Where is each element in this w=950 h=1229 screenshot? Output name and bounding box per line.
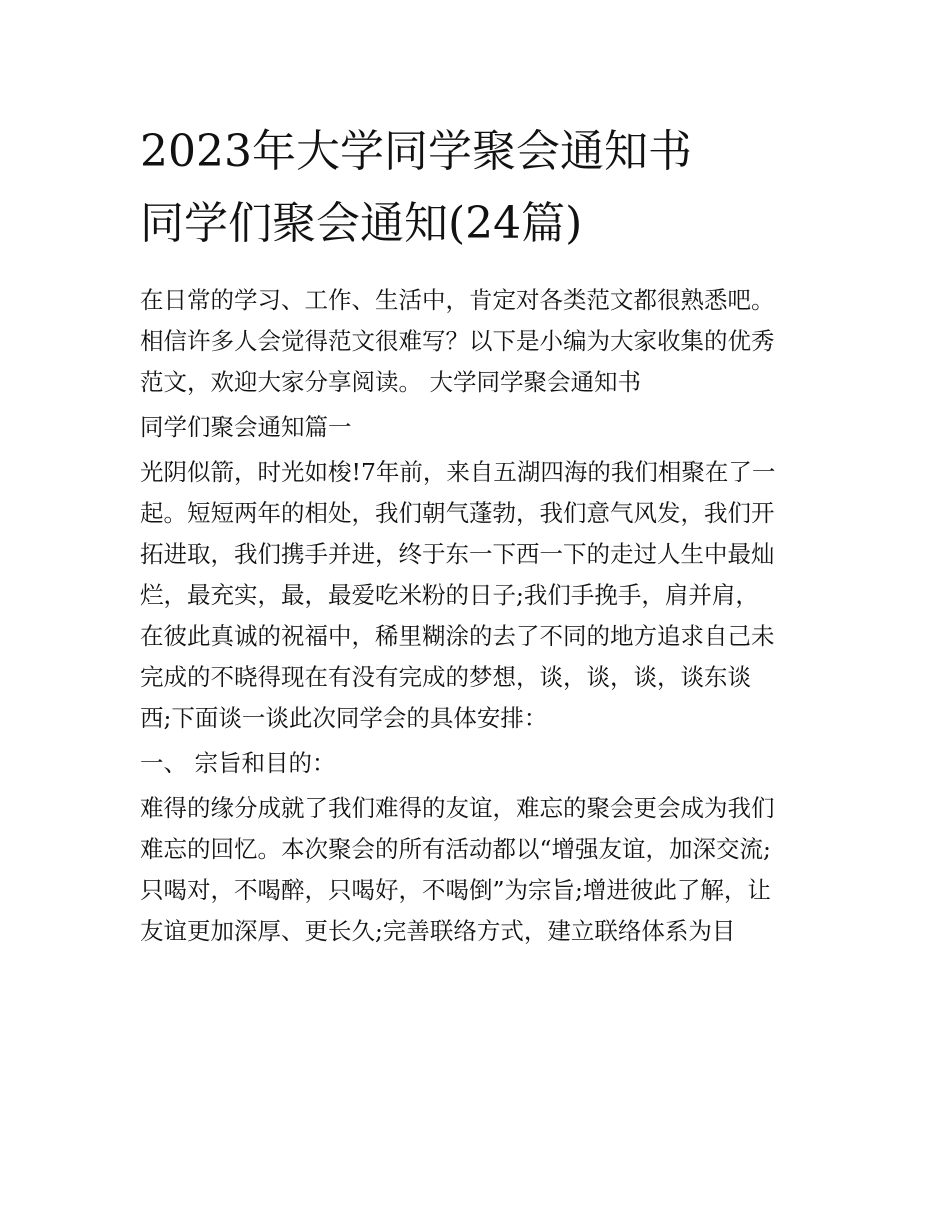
text-line: 难忘的回忆。本次聚会的所有活动都以“增强友谊，加深交流; [140, 835, 771, 863]
section-heading [140, 407, 830, 448]
text-line: 在彼此真诚的祝福中，稀里糊涂的去了不同的地方追求自己未 [140, 622, 775, 650]
text-line: 烂，最充实，最，最爱吃米粉的日子;我们手挽手，肩并肩， [140, 581, 759, 609]
title-line: 同学们聚会通知(24篇) [140, 198, 583, 249]
text-line: 范文，欢迎大家分享阅读。 大学同学聚会通知书 [140, 368, 641, 396]
text-line: 一、 宗旨和目的： [140, 749, 336, 777]
text-line: 同学们聚会通知篇一 [140, 413, 352, 441]
text-line: 完成的不晓得现在有没有完成的梦想，谈，谈，谈，谈东谈 [140, 663, 751, 691]
title-line: 2023年大学同学聚会通知书 [140, 126, 692, 177]
text-line: 拓进取，我们携手并进，终于东一下西一下的走过人生中最灿 [140, 540, 775, 568]
document-body [140, 280, 830, 956]
text-line: 只喝对，不喝醉，只喝好，不喝倒”为宗旨;增进彼此了解，让 [140, 876, 771, 904]
body-paragraph [140, 452, 830, 739]
text-line: 起。短短两年的相处，我们朝气蓬勃，我们意气风发，我们开 [140, 499, 775, 527]
text-line: 西;下面谈一谈此次同学会的具体安排： [140, 704, 548, 732]
text-line: 光阴似箭，时光如梭!7年前，来自五湖四海的我们相聚在了一 [140, 458, 776, 486]
text-line: 相信许多人会觉得范文很难写？以下是小编为大家收集的优秀 [140, 327, 775, 355]
text-line: 在日常的学习、工作、生活中，肯定对各类范文都很熟悉吧。 [140, 286, 775, 314]
subsection-heading [140, 743, 830, 784]
text-line: 难得的缘分成就了我们难得的友谊，难忘的聚会更会成为我们 [140, 794, 775, 822]
text-line: 友谊更加深厚、更长久;完善联络方式，建立联络体系为目 [140, 917, 736, 945]
intro-paragraph [140, 280, 830, 403]
document-title [140, 116, 830, 260]
body-paragraph [140, 788, 830, 952]
